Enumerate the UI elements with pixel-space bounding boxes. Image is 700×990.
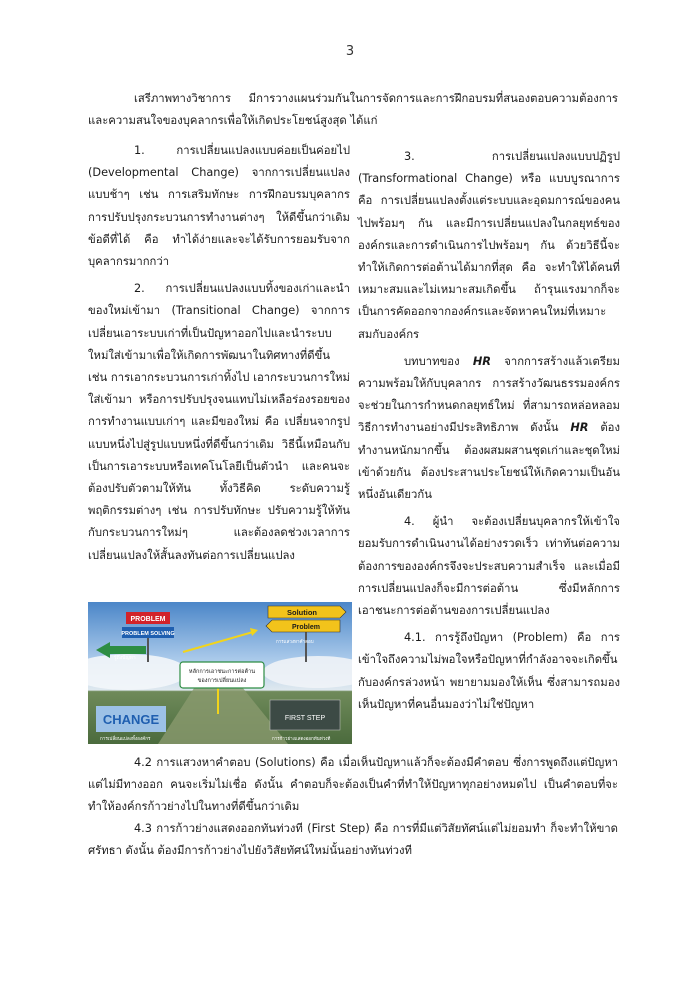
- label-solution: การแสวงหาคำตอบ: [276, 640, 314, 645]
- left-column: [88, 140, 350, 567]
- paragraph-hr-role: [358, 351, 620, 506]
- sign-problem: PROBLEM: [130, 616, 166, 623]
- paragraph-developmental-change: 1. การเปลี่ยนแปลงแบบค่อยเป็นค่อยไป (Developmental Change) จากการเปลี่ยนแปลงแบบช้าๆ เช่น การเสริมทักษะ การฝึกอบรมบุคลากร การปรับปรุงกระบวนการทำงานต่างๆ ให้ดีขึ้นกว่าเดิม ข้อดีที่ได้ คือ ทำได้ง่ายและจะได้รับการยอมรับจากบุคลากรมากกว่า: [88, 144, 350, 269]
- paragraph-first-step: 4.3 การก้าวย่างแสดงออกทันท่วงที (First Step) คือ การที่มีแต่วิสัยทัศน์แต่ไม่ยอมทำ ก็จะทำให้ขาดศรัทธา ดังนั้น ต้องมีการก้าวย่างไปยังวิสัยทัศน์ใหม่นั้นอย่างทันท่วงที: [88, 822, 618, 858]
- center-sub: ของการเปลี่ยนแปลง: [197, 678, 247, 684]
- sign-problem-solving: PROBLEM SOLVING: [121, 631, 175, 637]
- center-box: [180, 662, 264, 688]
- paragraph-solutions: 4.2 การแสวงหาคำตอบ (Solutions) คือ เมื่อเห็นปัญหาแล้วก็จะต้องมีคำตอบ ซึ่งการพูดถึงแต่ปัญหาแต่ไม่มีทางออก คนจะเริ่มไม่เชื่อ ดังนั้น คำตอบก็จะต้องเป็นคำที่ทำให้ปัญหาทุกอย่างหมดไป เป็นคำตอบที่จะทำให้องค์กรก้าวย่างไปในทางที่ดีขึ้นกว่าเดิม: [88, 756, 618, 814]
- paragraph-leader: 4. ผู้นำ จะต้องเปลี่ยนบุคลากรให้เข้าใจยอมรับการดำเนินงานได้อย่างรวดเร็ว เท่าทันต่อความต้องการขององค์กรจึงจะประสบความสำเร็จ และเมื่อมีการเปลี่ยนแปลงก็จะมีการต่อต้าน ซึ่งมีหลักการเอาชนะการต่อต้านของการเปลี่ยนแปลง: [358, 515, 620, 618]
- label-problem: รู้ถึงปัญหา: [114, 655, 136, 661]
- paragraph-transformational-change: 3. การเปลี่ยนแปลงแบบปฏิรูป (Transformational Change) หรือ แบบบูรณาการ คือ การเปลี่ยนแปลงตั้งแต่ระบบและอุดมการณ์ของคนไปพร้อมๆ กัน และมีการเปลี่ยนแปลงในกลยุทธ์ขององค์กรและการดำเนินการไปพร้อมๆ กัน ด้วยวิธีนี้จะทำให้เกิดการต่อต้านได้มากที่สุด คือ จะทำให้ได้คนที่เหมาะสมและไม่เหมาะสมเกิดขึ้น ถ้ารุนแรงมากก็จะเป็นการคัดออกจากองค์กรและจัดหาคนใหม่ที่เหมาะสมกับองค์กร: [358, 150, 620, 341]
- intro-paragraph: เสรีภาพทางวิชาการ มีการวางแผนร่วมกันในการจัดการและการฝึกอบรมที่สนองตอบความต้องการและความสนใจของบุคลากรเพื่อให้เกิดประโยชน์สูงสุด ได้แก่: [88, 92, 618, 128]
- label-change: การเปลี่ยนแปลงทั้งองค์กร: [100, 737, 151, 742]
- sign-solution: Solution: [287, 608, 317, 617]
- bottom-section-first-step: [88, 818, 618, 862]
- change-word: CHANGE: [102, 712, 160, 727]
- change-diagram-graphic: [88, 602, 352, 744]
- hr-role-text-3: ต้องทำงานหนักมากขึ้น ต้องผสมผสานชุดเก่าและชุดใหม่เข้าด้วยกัน ต้องประสานประโยชน์ให้เกิดความเป็นอันหนึ่งอันเดียวกัน: [358, 421, 620, 502]
- sign-problem-2: Problem: [291, 624, 321, 631]
- right-column: [358, 140, 620, 716]
- change-diagram-figure: [88, 602, 352, 744]
- hr-role-text-2: จากการสร้างแล้วเตรียมความพร้อมให้กับบุคลากร การสร้างวัฒนธรรมองค์กร จะช่วยในการกำหนดกลยุทธ์ใหม่ ที่สามารถหล่อหลอมวิธีการทำงานอย่างมีประสิทธิภาพ ดังนั้น: [358, 354, 620, 435]
- first-step-word: FIRST STEP: [284, 715, 326, 722]
- page-number: 3: [345, 44, 355, 59]
- hr-term: HR: [472, 354, 491, 368]
- hr-role-text-1: บทบาทของ: [404, 354, 473, 368]
- bottom-section-solutions: [88, 752, 618, 819]
- label-first-step: การก้าวย่างแสดงออกทันท่วงที: [272, 737, 331, 742]
- hr-term-2: HR: [570, 421, 589, 435]
- paragraph-problem: 4.1. การรู้ถึงปัญหา (Problem) คือ การเข้าใจถึงความไม่พอใจหรือปัญหาที่กำลังอาจจะเกิดขึ้นกับองค์กรล่วงหน้า พยายามมองให้เห็น ซึ่งสามารถมองเห็นปัญหาที่คนอื่นมองว่าไม่ใช่ปัญหา: [358, 631, 620, 711]
- center-title: หลักการเอาชนะการต่อต้าน: [188, 669, 256, 675]
- paragraph-transitional-change: 2. การเปลี่ยนแปลงแบบทิ้งของเก่าและนำของใหม่เข้ามา (Transitional Change) จากการเปลี่ยนเอาระบบเก่าที่เป็นปัญหาออกไปและนำระบบใหม่ใส่เข้ามาเพื่อให้เกิดการพัฒนาในทิศทางที่ดีขึ้น เช่น การเอากระบวนการเก่าทิ้งไป เอากระบวนการใหม่ใส่เข้ามา หรือการปรับปรุงจนแทบไม่เหลือร่องรอยของการทำงานแบบเก่าๆ และมีของใหม่ คือ เปลี่ยนจากรูปแบบหนึ่งไปสู่รูปแบบหนึ่งที่ดีขึ้นกว่าเดิม วิธีนี้เหมือนกับเป็นการเอาระบบหรือเทคโนโลยีเป็นตัวนำ และคนจะต้องปรับตัวตามให้ทัน ทั้งวิธีคิด ระดับความรู้ พฤติกรรมต่างๆ เช่น การปรับทักษะ ปรับความรู้ให้ทันกับกระบวนการใหม่ๆ และต้องลดช่วงเวลาการเปลี่ยนแปลงให้สั้นลงทันต่อการเปลี่ยนแปลง: [88, 282, 350, 562]
